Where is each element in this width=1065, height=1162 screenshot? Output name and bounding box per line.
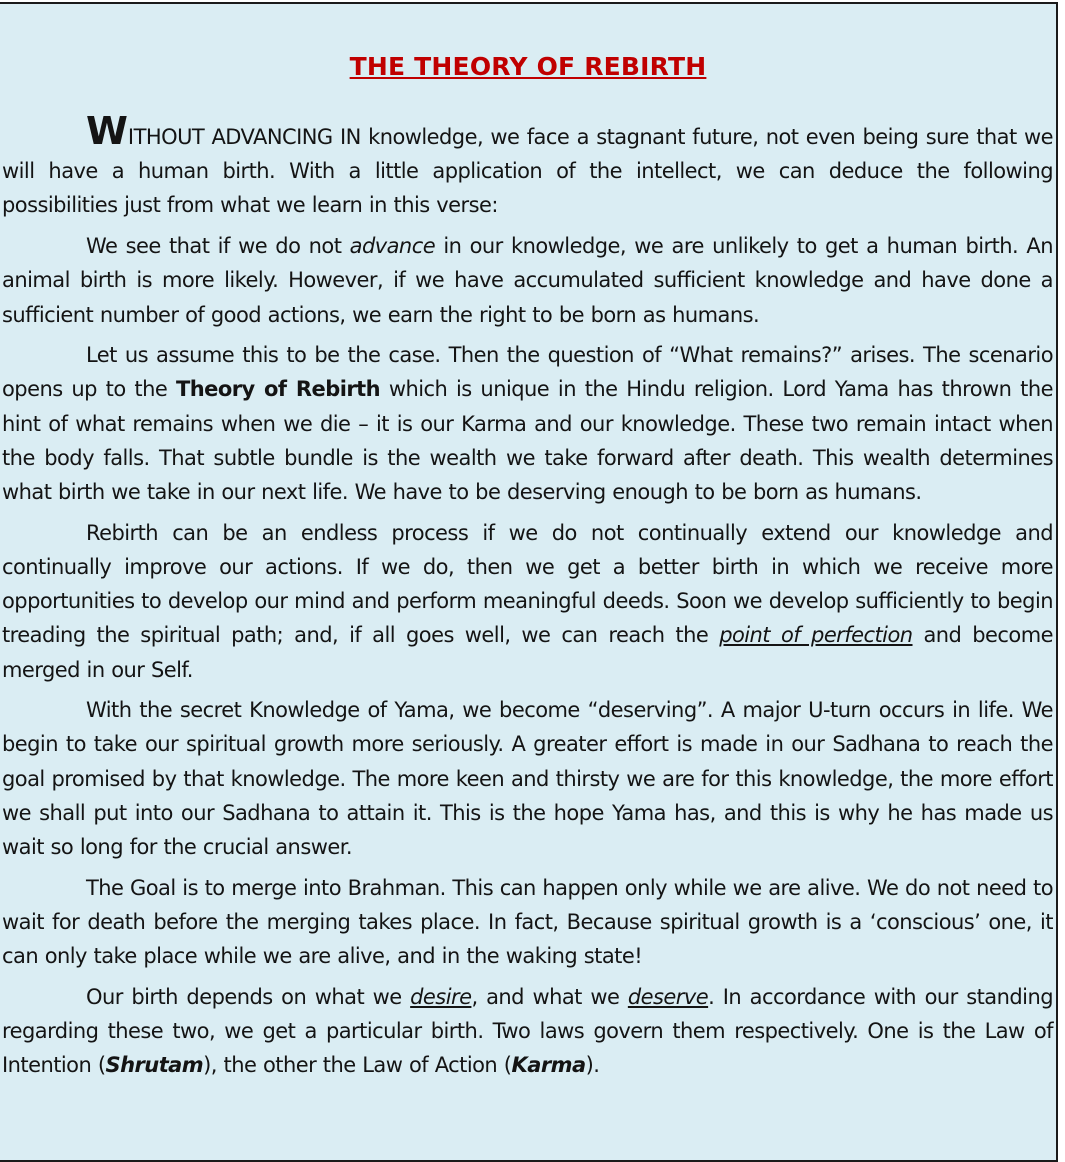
strong-theory-of-rebirth: Theory of Rebirth [175, 377, 381, 402]
emphasis-advance: advance [349, 234, 436, 259]
paragraph-2 [2, 229, 1053, 332]
paragraph-7-text-b: , and what we [471, 984, 628, 1009]
paragraph-7-text-a: Our birth depends on what we [86, 984, 411, 1009]
paragraph-1-text: ITHOUT ADVANCING IN knowledge, we face a stagnant future, not even being sure that we will have a human birth. With a little application of the intellect, we can deduce the following possibilities just from what we learn in this verse: [2, 125, 1053, 218]
strong-shrutam: Shrutam [105, 1053, 204, 1078]
emphasis-deserve: deserve [627, 984, 709, 1009]
paragraph-7-text-c: . In accordance with our standing regarding these two, we get a particular birth. Two laws govern them respectively. One is the Law of Intention ( [2, 984, 1053, 1078]
paragraph-5 [2, 693, 1053, 864]
paragraph-6-text: The Goal is to merge into Brahman. This can happen only while we are alive. We do not need to wait for death before the merging takes place. In fact, Because spiritual growth is a ‘conscious’ one, it can only take place while we are alive, and in the waking state! [2, 875, 1053, 969]
paragraph-7-text-e: ). [585, 1053, 600, 1078]
paragraph-3-text-b: which is unique in the Hindu religion. Lord Yama has thrown the hint of what remains when we die – it is our Karma and our knowledge. These two remain intact when the body falls. That subtle bundle is the wealth we take forward after death. This wealth determines what birth we take in our next life. We have to be deserving enough to be born as humans. [2, 377, 1053, 505]
strong-karma: Karma [511, 1053, 586, 1078]
emphasis-desire: desire [410, 984, 472, 1009]
paragraph-7 [2, 980, 1053, 1083]
paragraph-3-text-a: Let us assume this to be the case. Then the question of “What remains?” arises. The scenario opens up to the [2, 343, 1053, 402]
paragraph-6 [2, 871, 1053, 974]
paragraph-4-text-a: Rebirth can be an endless process if we do not continually extend our knowledge and continually improve our actions. If we do, then we get a better birth in which we receive more opportunities to develop our mind and perform meaningful deeds. Soon we develop sufficiently to begin treading the spiritual path; and, if all goes well, we can reach the [2, 520, 1053, 648]
paragraph-1 [2, 109, 1053, 223]
page [0, 2, 1058, 1162]
paragraph-5-text: With the secret Knowledge of Yama, we become “deserving”. A major U-turn occurs in life. We begin to take our spiritual growth more seriously. A greater effort is made in our Sadhana to reach the goal promised by that knowledge. The more keen and thirsty we are for this knowledge, the more effort we shall put into our Sadhana to attain it. This is the hope Yama has, and this is why he has made us wait so long for the crucial answer. [2, 698, 1053, 860]
drop-cap: W [86, 109, 128, 153]
paragraph-2-text-a: We see that if we do not [86, 234, 350, 259]
paragraph-3 [2, 338, 1053, 509]
paragraph-4 [2, 516, 1053, 687]
article-body [2, 109, 1053, 1089]
page-title: THE THEORY OF REBIRTH [349, 52, 707, 81]
paragraph-2-text-b: in our knowledge, we are unlikely to get a human birth. An animal birth is more likely. However, if we have accumulated sufficient knowledge and have done a sufficient number of good actions, we earn the right to be born as humans. [2, 234, 1053, 327]
emphasis-point-of-perfection: point of perfection [719, 623, 913, 648]
paragraph-7-text-d: ), the other the Law of Action ( [203, 1053, 512, 1078]
paragraph-4-text-b: and become merged in our Self. [2, 623, 1053, 682]
